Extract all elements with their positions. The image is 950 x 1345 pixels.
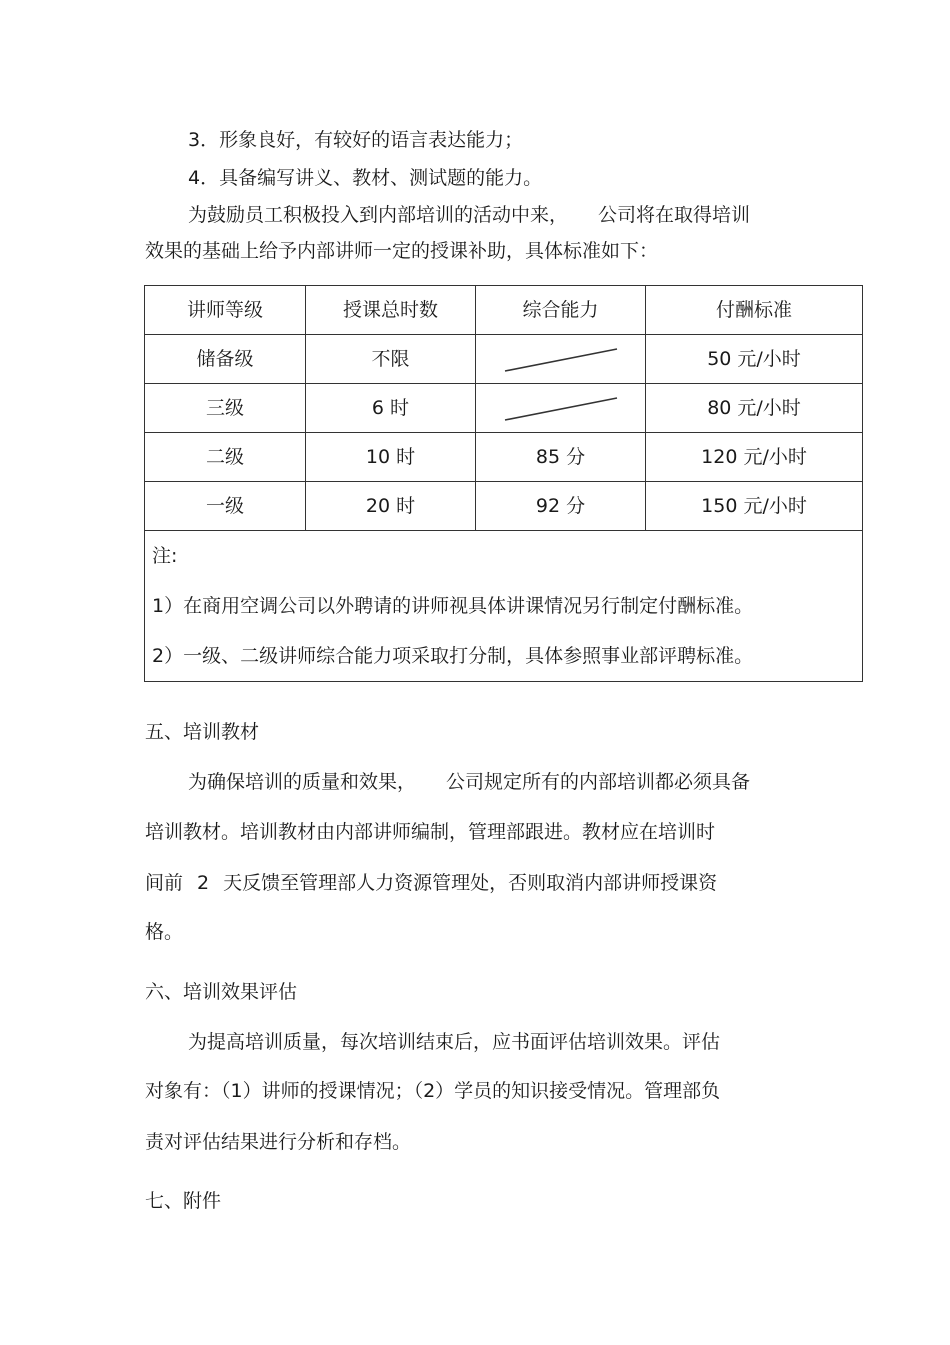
intro-paragraph-line2: 效果的基础上给予内部讲师一定的授课补助，具体标准如下： [145,240,659,262]
pay-standard-table [144,285,863,682]
cell-hours: 10 时 [306,433,476,482]
header-hours: 授课总时数 [306,286,476,335]
intro-paragraph-line1 [188,203,750,227]
table-notes-row [145,531,863,682]
intro-text-a: 为鼓励员工积极投入到内部培训的活动中来， [188,204,569,226]
notes-cell [145,531,863,682]
section-5-text-b: 公司规定所有的内部培训都必须具备 [446,771,751,793]
note-title: 注: [152,545,178,567]
cell-ability-slash [476,335,646,384]
cell-level: 三级 [145,384,306,433]
cell-level: 储备级 [145,335,306,384]
cell-level: 二级 [145,433,306,482]
table-header-row [145,286,863,335]
table-row [145,384,863,433]
section-5-text-c: 间前 [145,872,184,894]
section-5-days: 2 [197,872,210,894]
table-row [145,335,863,384]
cell-level: 一级 [145,482,306,531]
section-6-line2: 对象有：（1）讲师的授课情况；（2）学员的知识接受情况。管理部负 [145,1080,721,1102]
item-4: 4．具备编写讲义、教材、测试题的能力。 [188,167,543,189]
section-7-heading: 七、附件 [145,1190,222,1212]
slash-line [501,343,621,375]
cell-pay: 50 元/小时 [646,335,863,384]
header-level: 讲师等级 [145,286,306,335]
cell-hours: 20 时 [306,482,476,531]
section-5-line1 [188,770,750,794]
cell-ability: 85 分 [476,433,646,482]
table-row [145,433,863,482]
section-6-heading: 六、培训效果评估 [145,981,298,1003]
note-1: 1）在商用空调公司以外聘请的讲师视具体讲课情况另行制定付酬标准。 [152,595,754,617]
section-6-line3: 责对评估结果进行分析和存档。 [145,1131,412,1153]
section-6-line1: 为提高培训质量，每次培训结束后，应书面评估培训效果。评估 [188,1031,721,1053]
section-5-line2: 培训教材。培训教材由内部讲师编制，管理部跟进。教材应在培训时 [145,821,716,843]
intro-text-b: 公司将在取得培训 [598,204,751,226]
cell-pay: 80 元/小时 [646,384,863,433]
header-pay: 付酬标准 [646,286,863,335]
header-ability: 综合能力 [476,286,646,335]
cell-pay: 120 元/小时 [646,433,863,482]
table-row [145,482,863,531]
cell-hours: 不限 [306,335,476,384]
section-5-heading: 五、培训教材 [145,721,260,743]
note-2: 2）一级、二级讲师综合能力项采取打分制，具体参照事业部评聘标准。 [152,645,754,667]
section-5-text-a: 为确保培训的质量和效果， [188,771,417,793]
cell-pay: 150 元/小时 [646,482,863,531]
cell-ability: 92 分 [476,482,646,531]
item-3: 3．形象良好，有较好的语言表达能力； [188,129,524,151]
section-5-line4: 格。 [145,921,184,943]
section-5-text-d: 天反馈至管理部人力资源管理处，否则取消内部讲师授课资 [223,872,718,894]
slash-line [501,392,621,424]
cell-hours: 6 时 [306,384,476,433]
cell-ability-slash [476,384,646,433]
section-5-line3 [145,871,717,895]
